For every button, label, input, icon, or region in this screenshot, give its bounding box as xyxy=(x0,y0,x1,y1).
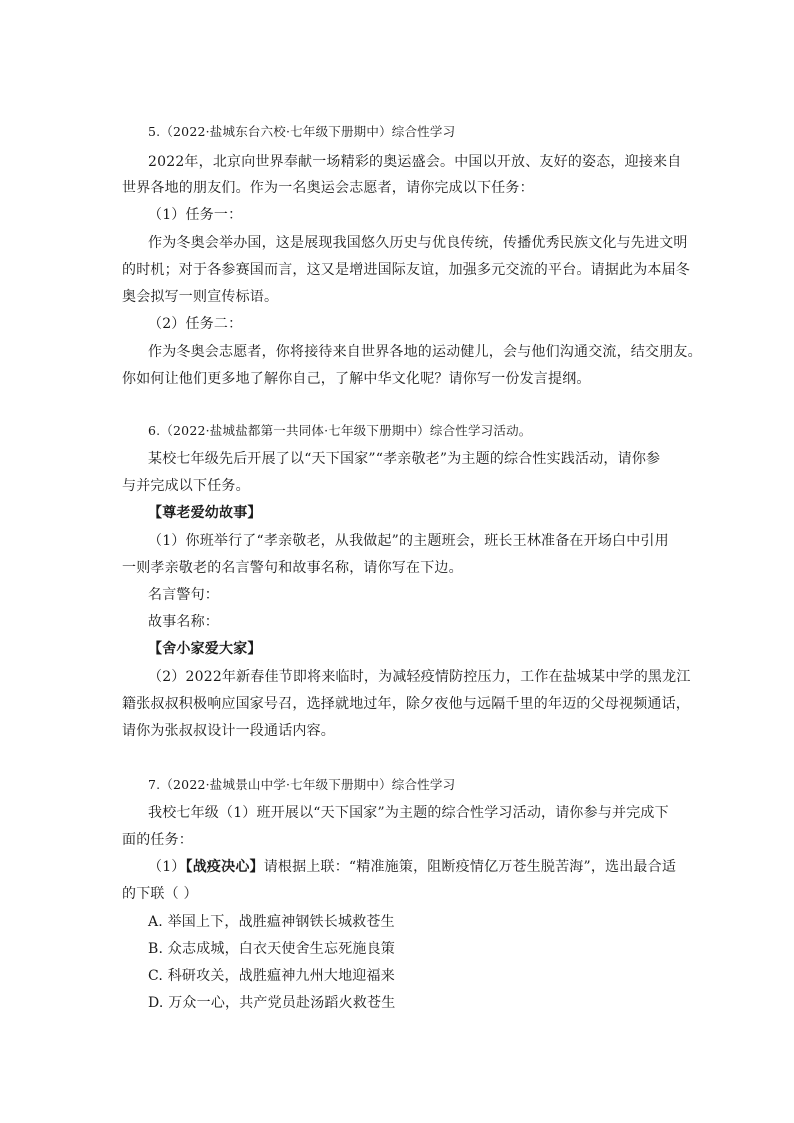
task-1-line-2: 的时机；对于各参赛国而言，这又是增进国际友谊，加强多元交流的平台。请据此为本届冬 xyxy=(122,262,690,278)
question-7-part-1-line-2: 的下联（ ） xyxy=(122,886,198,902)
question-5-header: 5.（2022·盐城东台六校·七年级下册期中）综合性学习 xyxy=(148,124,456,139)
question-6-part-1-line-1: （1）你班举行了“孝亲敬老，从我做起”的主题班会，班长王林准备在开场白中引用 xyxy=(148,533,669,549)
section-heading-respect-elders: 【尊老爱幼故事】 xyxy=(148,505,262,521)
option-a: A. 举国上下，战胜瘟神钢铁长城救苍生 xyxy=(148,914,395,930)
task-2-label: （2）任务二： xyxy=(148,316,243,332)
part-number: （1） xyxy=(148,859,186,875)
part-1-prompt: 请根据上联：“精准施策，阻断疫情亿万苍生脱苦海”，选出最合适 xyxy=(263,859,677,875)
option-d: D. 万众一心，共产党员赴汤蹈火救苍生 xyxy=(148,995,396,1011)
section-heading-family-country: 【舍小家爱大家】 xyxy=(148,641,262,657)
task-1-label: （1）任务一： xyxy=(148,207,243,223)
question-6-part-2-line-2: 籍张叔叔积极响应国家号召，选择就地过年，除夕夜他与远隔千里的年迈的父母视频通话， xyxy=(122,696,690,712)
task-1-line-1: 作为冬奥会举办国，这是展现我国悠久历史与优良传统，传播优秀民族文化与先进文明 xyxy=(148,235,688,251)
question-6-header: 6.（2022·盐城盐都第一共同体·七年级下册期中）综合性学习活动。 xyxy=(148,423,532,438)
question-7-intro-line-2: 面的任务： xyxy=(122,832,193,848)
task-2-line-1: 作为冬奥会志愿者，你将接待来自世界各地的运动健儿，会与他们沟通交流，结交朋友。 xyxy=(148,344,702,360)
option-b: B. 众志成城，白衣天使舍生忘死施良策 xyxy=(148,941,395,957)
question-6-intro-line-1: 某校七年级先后开展了以“天下国家”“孝亲敬老”为主题的综合性实践活动，请你参 xyxy=(148,451,661,467)
question-7-intro-line-1: 我校七年级（1）班开展以“天下国家”为主题的综合性学习活动，请你参与并完成下 xyxy=(148,805,669,821)
question-6-intro-line-2: 与并完成以下任务。 xyxy=(122,478,250,494)
quote-label: 名言警句： xyxy=(148,587,219,603)
question-5-intro-line-2: 世界各地的朋友们。作为一名奥运会志愿者，请你完成以下任务： xyxy=(122,180,534,196)
task-1-line-3: 奥会拟写一则宣传标语。 xyxy=(122,289,279,305)
question-6-part-1-line-2: 一则孝亲敬老的名言警句和故事名称，请你写在下边。 xyxy=(122,560,463,576)
question-7-part-1-line-1 xyxy=(148,857,676,877)
question-7-header: 7.（2022·盐城景山中学·七年级下册期中）综合性学习 xyxy=(148,777,456,792)
task-2-line-2: 你如何让他们更多地了解你自己，了解中华文化呢？请你写一份发言提纲。 xyxy=(122,371,591,387)
question-6-part-2-line-3: 请你为张叔叔设计一段通话内容。 xyxy=(122,723,335,739)
story-label: 故事名称： xyxy=(148,614,219,630)
option-c: C. 科研攻关，战胜瘟神九州大地迎福来 xyxy=(148,968,395,984)
section-tag-fight-epidemic: 【战疫决心】 xyxy=(185,859,264,875)
question-5-intro-line-1: 2022年，北京向世界奉献一场精彩的奥运盛会。中国以开放、友好的姿态，迎接来自 xyxy=(148,154,682,170)
question-6-part-2-line-1: （2）2022年新春佳节即将来临时，为减轻疫情防控压力，工作在盐城某中学的黑龙江 xyxy=(148,669,691,685)
